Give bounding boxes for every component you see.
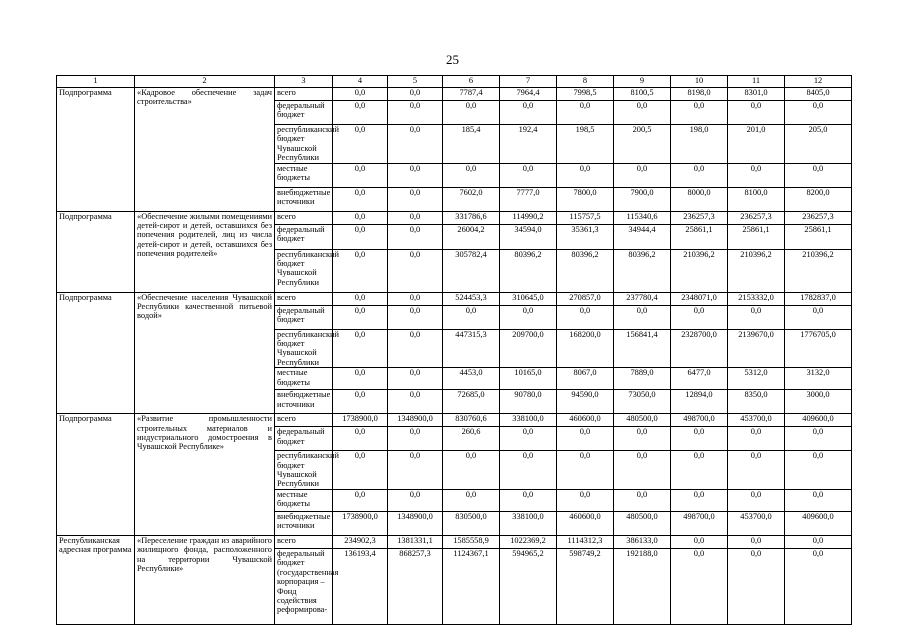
amount-cell: 35361,3 (557, 224, 614, 249)
amount-cell: 0,0 (388, 249, 443, 292)
amount-cell: 480500,0 (614, 414, 671, 427)
funding-source: федеральный бюджет (275, 305, 333, 329)
amount-cell: 1738900,0 (333, 511, 388, 535)
amount-cell: 198,5 (557, 125, 614, 164)
amount-cell: 1022369,2 (500, 535, 557, 548)
amount-cell: 830760,6 (443, 414, 500, 427)
amount-cell: 8100,5 (614, 88, 671, 101)
amount-cell: 0,0 (557, 489, 614, 511)
amount-cell: 7800,0 (557, 187, 614, 211)
amount-cell: 0,0 (388, 101, 443, 125)
amount-cell: 8301,0 (728, 88, 785, 101)
amount-cell: 2328700,0 (671, 329, 728, 368)
program-name: «Развитие промышленности строительных материалов и индустриального домостроения в Чувашской Республике» (135, 414, 275, 536)
amount-cell: 0,0 (728, 451, 785, 490)
amount-cell: 0,0 (785, 427, 852, 451)
column-number-header: 9 (614, 76, 671, 88)
amount-cell: 0,0 (388, 451, 443, 490)
amount-cell: 598749,2 (557, 548, 614, 624)
amount-cell: 0,0 (785, 101, 852, 125)
amount-cell: 210396,2 (728, 249, 785, 292)
amount-cell: 331786,6 (443, 211, 500, 224)
funding-source: федеральный бюджет (275, 224, 333, 249)
column-number-header: 8 (557, 76, 614, 88)
amount-cell: 2153332,0 (728, 292, 785, 305)
amount-cell: 0,0 (388, 88, 443, 101)
funding-source: республиканский бюджет Чувашской Республики (275, 125, 333, 164)
amount-cell: 0,0 (443, 489, 500, 511)
amount-cell: 524453,3 (443, 292, 500, 305)
amount-cell: 80396,2 (614, 249, 671, 292)
amount-cell: 1782837,0 (785, 292, 852, 305)
column-number-header: 7 (500, 76, 557, 88)
column-number-header: 5 (388, 76, 443, 88)
amount-cell: 8350,0 (728, 390, 785, 414)
program-kind: Подпрограмма (57, 292, 135, 414)
amount-cell: 236257,3 (785, 211, 852, 224)
amount-cell: 0,0 (671, 451, 728, 490)
amount-cell: 210396,2 (785, 249, 852, 292)
amount-cell: 0,0 (785, 489, 852, 511)
funding-source: внебюджетные источники (275, 187, 333, 211)
amount-cell: 7787,4 (443, 88, 500, 101)
amount-cell: 830500,0 (443, 511, 500, 535)
amount-cell: 0,0 (500, 489, 557, 511)
amount-cell: 0,0 (333, 451, 388, 490)
amount-cell: 2139670,0 (728, 329, 785, 368)
amount-cell: 0,0 (333, 427, 388, 451)
amount-cell: 270857,0 (557, 292, 614, 305)
funding-source: местные бюджеты (275, 489, 333, 511)
amount-cell: 453700,0 (728, 414, 785, 427)
amount-cell: 90780,0 (500, 390, 557, 414)
amount-cell: 0,0 (614, 451, 671, 490)
amount-cell: 8100,0 (728, 187, 785, 211)
amount-cell: 0,0 (388, 390, 443, 414)
amount-cell: 0,0 (671, 548, 728, 624)
amount-cell: 0,0 (671, 489, 728, 511)
amount-cell: 0,0 (614, 489, 671, 511)
amount-cell: 0,0 (785, 451, 852, 490)
amount-cell: 0,0 (728, 548, 785, 624)
amount-cell: 868257,3 (388, 548, 443, 624)
amount-cell: 0,0 (388, 224, 443, 249)
amount-cell: 80396,2 (500, 249, 557, 292)
program-kind: Республиканская адресная программа (57, 535, 135, 624)
table-row (57, 535, 852, 548)
amount-cell: 1738900,0 (333, 414, 388, 427)
amount-cell: 447315,3 (443, 329, 500, 368)
column-number-header: 11 (728, 76, 785, 88)
amount-cell: 0,0 (671, 427, 728, 451)
amount-cell: 0,0 (388, 427, 443, 451)
amount-cell: 0,0 (333, 101, 388, 125)
amount-cell: 0,0 (388, 187, 443, 211)
amount-cell: 3132,0 (785, 368, 852, 390)
amount-cell: 7777,0 (500, 187, 557, 211)
funding-source: федеральный бюджет (государственная корпорация – Фонд содействия реформирова- (275, 548, 333, 624)
table-row (57, 211, 852, 224)
amount-cell: 0,0 (443, 163, 500, 187)
amount-cell: 1381331,1 (388, 535, 443, 548)
amount-cell: 0,0 (500, 427, 557, 451)
amount-cell: 7964,4 (500, 88, 557, 101)
amount-cell: 25861,1 (728, 224, 785, 249)
table-row (57, 414, 852, 427)
amount-cell: 0,0 (728, 305, 785, 329)
amount-cell: 260,6 (443, 427, 500, 451)
amount-cell: 338100,0 (500, 414, 557, 427)
program-kind: Подпрограмма (57, 88, 135, 212)
amount-cell: 234902,3 (333, 535, 388, 548)
amount-cell: 0,0 (333, 368, 388, 390)
amount-cell: 0,0 (728, 101, 785, 125)
amount-cell: 0,0 (443, 305, 500, 329)
amount-cell: 0,0 (443, 101, 500, 125)
amount-cell: 0,0 (333, 390, 388, 414)
funding-source: всего (275, 535, 333, 548)
amount-cell: 0,0 (388, 292, 443, 305)
funding-source: республиканский бюджет Чувашской Республики (275, 249, 333, 292)
amount-cell: 156841,4 (614, 329, 671, 368)
program-name: «Кадровое обеспечение задач строительства» (135, 88, 275, 212)
funding-source: республиканский бюджет Чувашской Республики (275, 451, 333, 490)
amount-cell: 7998,5 (557, 88, 614, 101)
amount-cell: 0,0 (614, 427, 671, 451)
amount-cell: 26004,2 (443, 224, 500, 249)
amount-cell: 0,0 (557, 451, 614, 490)
amount-cell: 498700,0 (671, 511, 728, 535)
funding-source: республиканский бюджет Чувашской Республики (275, 329, 333, 368)
amount-cell: 0,0 (333, 224, 388, 249)
amount-cell: 80396,2 (557, 249, 614, 292)
amount-cell: 115340,6 (614, 211, 671, 224)
funding-table (56, 75, 852, 625)
amount-cell: 25861,1 (671, 224, 728, 249)
amount-cell: 12894,0 (671, 390, 728, 414)
amount-cell: 0,0 (333, 489, 388, 511)
amount-cell: 1114312,3 (557, 535, 614, 548)
funding-source: местные бюджеты (275, 368, 333, 390)
amount-cell: 3000,0 (785, 390, 852, 414)
amount-cell: 192,4 (500, 125, 557, 164)
amount-cell: 1776705,0 (785, 329, 852, 368)
amount-cell: 0,0 (671, 163, 728, 187)
amount-cell: 594965,2 (500, 548, 557, 624)
funding-source: внебюджетные источники (275, 511, 333, 535)
amount-cell: 0,0 (728, 163, 785, 187)
amount-cell: 8067,0 (557, 368, 614, 390)
amount-cell: 115757,5 (557, 211, 614, 224)
table-row (57, 88, 852, 101)
page-number: 25 (446, 52, 459, 67)
amount-cell: 7602,0 (443, 187, 500, 211)
column-number-header: 1 (57, 76, 135, 88)
amount-cell: 200,5 (614, 125, 671, 164)
program-kind: Подпрограмма (57, 211, 135, 292)
column-number-header: 6 (443, 76, 500, 88)
amount-cell: 0,0 (333, 88, 388, 101)
amount-cell: 185,4 (443, 125, 500, 164)
amount-cell: 0,0 (785, 163, 852, 187)
amount-cell: 460600,0 (557, 414, 614, 427)
amount-cell: 453700,0 (728, 511, 785, 535)
amount-cell: 210396,2 (671, 249, 728, 292)
funding-source: всего (275, 292, 333, 305)
amount-cell: 1348900,0 (388, 414, 443, 427)
amount-cell: 7900,0 (614, 187, 671, 211)
amount-cell: 8000,0 (671, 187, 728, 211)
amount-cell: 6477,0 (671, 368, 728, 390)
amount-cell: 8200,0 (785, 187, 852, 211)
amount-cell: 198,0 (671, 125, 728, 164)
amount-cell: 0,0 (333, 305, 388, 329)
amount-cell: 201,0 (728, 125, 785, 164)
amount-cell: 192188,0 (614, 548, 671, 624)
amount-cell: 338100,0 (500, 511, 557, 535)
amount-cell: 0,0 (614, 101, 671, 125)
amount-cell: 0,0 (333, 292, 388, 305)
amount-cell: 114990,2 (500, 211, 557, 224)
amount-cell: 8198,0 (671, 88, 728, 101)
amount-cell: 0,0 (614, 163, 671, 187)
column-number-header: 4 (333, 76, 388, 88)
amount-cell: 0,0 (443, 451, 500, 490)
amount-cell: 236257,3 (728, 211, 785, 224)
amount-cell: 0,0 (500, 101, 557, 125)
amount-cell: 8405,0 (785, 88, 852, 101)
column-number-header: 10 (671, 76, 728, 88)
funding-source: федеральный бюджет (275, 427, 333, 451)
amount-cell: 5312,0 (728, 368, 785, 390)
amount-cell: 136193,4 (333, 548, 388, 624)
amount-cell: 0,0 (728, 427, 785, 451)
funding-source: федеральный бюджет (275, 101, 333, 125)
amount-cell: 0,0 (333, 187, 388, 211)
funding-source: всего (275, 88, 333, 101)
program-kind: Подпрограмма (57, 414, 135, 536)
amount-cell: 0,0 (333, 329, 388, 368)
amount-cell: 0,0 (500, 451, 557, 490)
amount-cell: 498700,0 (671, 414, 728, 427)
program-name: «Обеспечение жилыми помещениями детей-сирот и детей, оставшихся без попечения родителей, лиц из числа детей-сирот и детей, оставшихся без попечения родителей» (135, 211, 275, 292)
column-number-header: 2 (135, 76, 275, 88)
amount-cell: 0,0 (388, 368, 443, 390)
amount-cell: 168200,0 (557, 329, 614, 368)
amount-cell: 0,0 (388, 305, 443, 329)
column-number-header: 12 (785, 76, 852, 88)
amount-cell: 0,0 (557, 101, 614, 125)
program-name: «Переселение граждан из аварийного жилищного фонда, расположенного на территории Чувашской Республики» (135, 535, 275, 624)
amount-cell: 0,0 (671, 535, 728, 548)
amount-cell: 72685,0 (443, 390, 500, 414)
program-name: «Обеспечение населения Чувашской Республики качественной питьевой водой» (135, 292, 275, 414)
amount-cell: 0,0 (500, 163, 557, 187)
amount-cell: 2348071,0 (671, 292, 728, 305)
amount-cell: 0,0 (785, 535, 852, 548)
table-row (57, 292, 852, 305)
amount-cell: 1124367,1 (443, 548, 500, 624)
amount-cell: 94590,0 (557, 390, 614, 414)
amount-cell: 0,0 (333, 249, 388, 292)
amount-cell: 0,0 (333, 163, 388, 187)
amount-cell: 305782,4 (443, 249, 500, 292)
amount-cell: 7889,0 (614, 368, 671, 390)
amount-cell: 0,0 (500, 305, 557, 329)
amount-cell: 0,0 (388, 329, 443, 368)
amount-cell: 460600,0 (557, 511, 614, 535)
amount-cell: 0,0 (614, 305, 671, 329)
funding-source: внебюджетные источники (275, 390, 333, 414)
amount-cell: 409600,0 (785, 511, 852, 535)
amount-cell: 0,0 (333, 211, 388, 224)
amount-cell: 73050,0 (614, 390, 671, 414)
amount-cell: 0,0 (333, 125, 388, 164)
funding-source: всего (275, 211, 333, 224)
amount-cell: 1585558,9 (443, 535, 500, 548)
amount-cell: 209700,0 (500, 329, 557, 368)
amount-cell: 480500,0 (614, 511, 671, 535)
funding-source: всего (275, 414, 333, 427)
amount-cell: 0,0 (785, 305, 852, 329)
amount-cell: 0,0 (557, 163, 614, 187)
amount-cell: 0,0 (388, 163, 443, 187)
amount-cell: 34944,4 (614, 224, 671, 249)
amount-cell: 386133,0 (614, 535, 671, 548)
amount-cell: 4453,0 (443, 368, 500, 390)
header-row (57, 76, 852, 88)
column-number-header: 3 (275, 76, 333, 88)
amount-cell: 0,0 (388, 489, 443, 511)
amount-cell: 0,0 (728, 489, 785, 511)
amount-cell: 310645,0 (500, 292, 557, 305)
amount-cell: 236257,3 (671, 211, 728, 224)
funding-source: местные бюджеты (275, 163, 333, 187)
amount-cell: 0,0 (388, 211, 443, 224)
amount-cell: 409600,0 (785, 414, 852, 427)
amount-cell: 0,0 (388, 125, 443, 164)
amount-cell: 0,0 (728, 535, 785, 548)
amount-cell: 0,0 (785, 548, 852, 624)
amount-cell: 205,0 (785, 125, 852, 164)
amount-cell: 34594,0 (500, 224, 557, 249)
amount-cell: 0,0 (671, 101, 728, 125)
amount-cell: 0,0 (557, 427, 614, 451)
amount-cell: 0,0 (671, 305, 728, 329)
amount-cell: 0,0 (557, 305, 614, 329)
amount-cell: 25861,1 (785, 224, 852, 249)
amount-cell: 237780,4 (614, 292, 671, 305)
amount-cell: 10165,0 (500, 368, 557, 390)
amount-cell: 1348900,0 (388, 511, 443, 535)
